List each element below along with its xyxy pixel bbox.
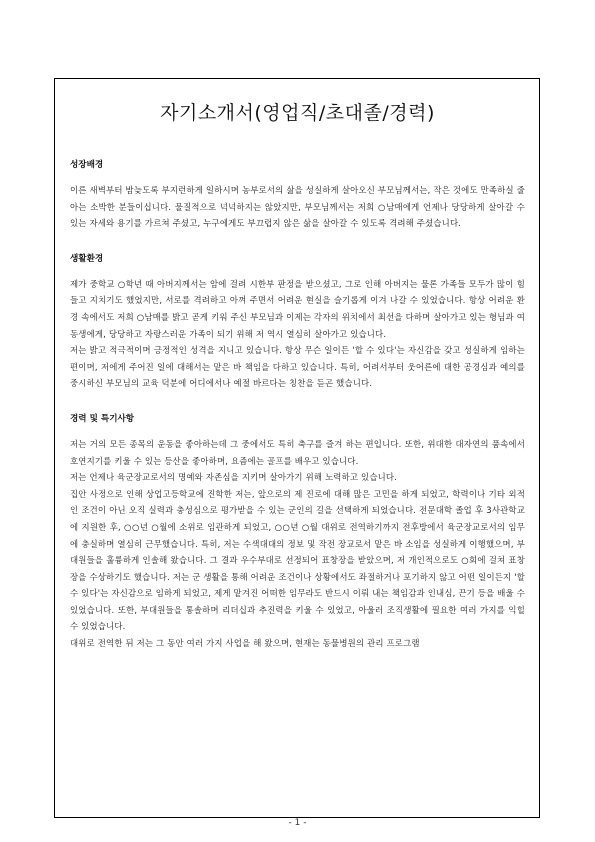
section-heading: 성장배경: [70, 160, 104, 170]
section-heading: 생활환경: [70, 253, 104, 264]
document-body: [70, 158, 525, 652]
page-number: - 1 -: [288, 818, 307, 828]
section-paragraph: 대위로 전역한 뒤 저는 그 동안 여러 가지 사업을 해 왔으며, 현재는 동물병원의 관리 프로그램: [70, 638, 420, 649]
section-paragraph: 저는 언제나 육군장교로서의 명예와 자존심을 지키며 살아가기 위해 노력하고 있습니다.: [70, 472, 398, 483]
section-paragraph: 집안 사정으로 인해 상업고등학교에 진학한 저는, 앞으로의 제 진로에 대해 많은 고민을 하게 되었고, 학력이나 기타 외적인 조건이 아닌 오직 실력과 충성심으로 평가받을 수 있는 군인의 길을 선택하게 되었습니다. 전문대학 졸업 후 3사관학교에 지원한 후, ○○년 ○월에 소위로 임관하게 되었고, ○○년 ○월 대위로 전역하기까지 전후방에서 육군장교로서의 임무에 충실하며 열심히 근무했습니다. 특히, 저는 수색대대의 정보 및 작전 장교로서 맡은 바 소임을 성실하게 이행했으며, 부대원들을 훌륭하게 인솔해 왔습니다. 그 결과 우수부대로 선정되어 표창장을 받았으며, 저 개인적으로도 ○회에 걸쳐 표창장을 수상하기도 했습니다. 저는 군 생활을 통해 어려운 조건이나 상황에서도 좌절하거나 포기하지 않고 어떤 일이든지 '할 수 있다'는 자신감으로 임하게 되었고, 제게 맡겨진 어떠한 임무라도 반드시 이뤄 내는 책임감과 인내심, 끈기 등을 배울 수 있었습니다. 또한, 부대원들을 통솔하며 리더십과 추진력을 키울 수 있었고, 아울러 조직생활에 필요한 여러 가지를 익힐 수 있었습니다.: [70, 488, 525, 632]
section-heading: 경력 및 특기사항: [70, 413, 135, 424]
section-paragraph: 저는 거의 모든 종목의 운동을 좋아하는데 그 중에서도 특히 축구를 즐겨 하는 편입니다. 또한, 위대한 대자연의 품속에서 호연지기를 키울 수 있는 등산을 좋아하며, 요즘에는 골프를 배우고 있습니다.: [70, 438, 525, 466]
section-paragraph: 저는 밝고 적극적이며 긍정적인 성격을 지니고 있습니다. 항상 무슨 일이든 '할 수 있다'는 자신감을 갖고 성실하게 임하는 편이며, 저에게 주어진 일에 대해서는 맡은 바 책임을 다하고 있습니다. 특히, 어려서부터 웃어른에 대한 공경심과 예의를 중시하신 부모님의 교육 덕분에 어디에서나 예절 바르다는 칭찬을 듣곤 했습니다.: [70, 345, 525, 389]
section-growth-background: [70, 158, 525, 232]
document-title: 자기소개서(영업직/초대졸/경력): [160, 102, 435, 124]
section-paragraph: 이른 새벽부터 밤늦도록 부지런하게 일하시며 농부로서의 삶을 성실하게 살아오신 부모님께서는, 작은 것에도 만족하실 줄 아는 소박한 분들이십니다. 물질적으로 넉넉하지는 않았지만, 부모님께서는 저희 ○남매에게 언제나 당당하게 살아갈 수 있는 자세와 용기를 가르쳐 주셨고, 누구에게도 부끄럽지 않은 삶을 살아갈 수 있도록 격려해 주셨습니다.: [70, 185, 525, 229]
section-career-skills: [70, 412, 525, 652]
section-paragraph: 제가 중학교 ○학년 때 아버지께서는 암에 걸려 시한부 판정을 받으셨고, 그로 인해 아버지는 물론 가족들 모두가 많이 힘들고 지치기도 했었지만, 서로를 격려하고 아껴 주면서 어려운 현실을 슬기롭게 이겨 나갈 수 있었습니다. 항상 어려운 환경 속에서도 저희 ○남매를 밝고 곧게 키워 주신 부모님과 이제는 각자의 위치에서 최선을 다하며 살아가고 있는 형님과 여동생에게, 당당하고 자랑스러운 가족이 되기 위해 저 역시 열심히 살아가고 있습니다.: [70, 278, 525, 339]
section-living-environment: [70, 252, 525, 392]
